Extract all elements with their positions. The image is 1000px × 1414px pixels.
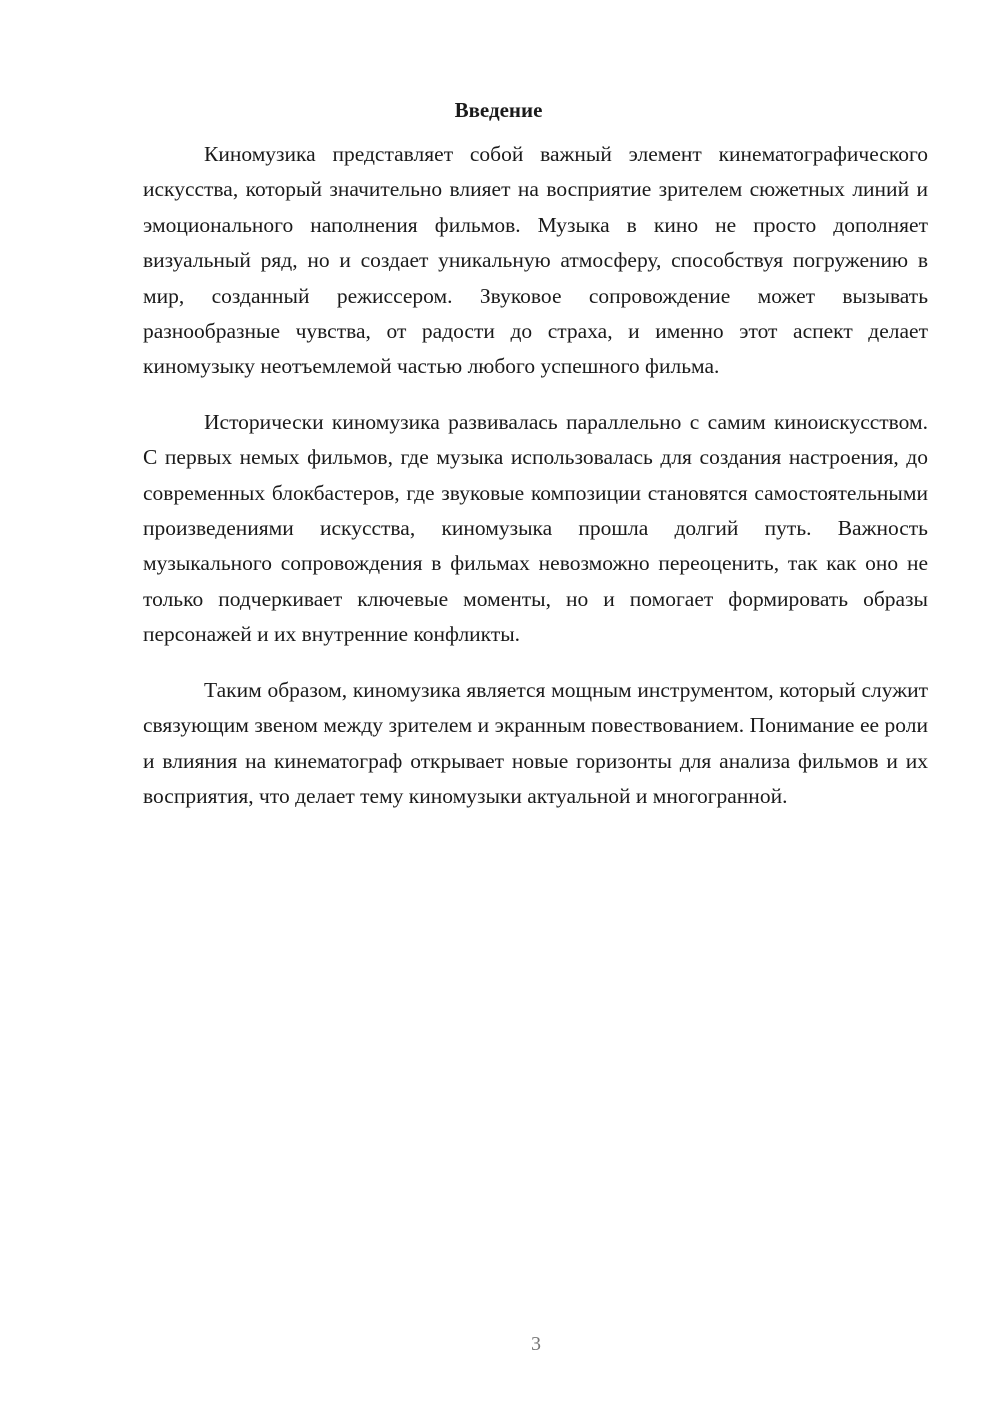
page-number: 3	[531, 1333, 541, 1355]
paragraph-3: Таким образом, киномузика является мощным инструментом, который служит связующим звеном между зрителем и экранным повествованием. Понимание ее роли и влияния на кинематограф открывает новые горизонты для анализа фильмов и их восприятия, что делает тему киномузыки актуальной и многогранной.	[143, 677, 928, 808]
paragraph-2: Исторически киномузика развивалась параллельно с самим киноискусством. С первых немых фильмов, где музыка использовалась для создания настроения, до современных блокбастеров, где звуковые композиции становятся самостоятельными произведениями искусства, киномузыка прошла долгий путь. Важность музыкального сопровождения в фильмах невозможно переоценить, так как оно не только подчеркивает ключевые моменты, но и помогает формировать образы персонажей и их внутренние конфликты.	[143, 409, 928, 647]
paragraph-1: Киномузика представляет собой важный элемент кинематографического искусства, который значительно влияет на восприятие зрителем сюжетных линий и эмоционального наполнения фильмов. Музыка в кино не просто дополняет визуальный ряд, но и создает уникальную атмосферу, способствуя погружению в мир, созданный режиссером. Звуковое сопровождение может вызывать разнообразные чувства, от радости до страха, и именно этот аспект делает киномузыку неотъемлемой частью любого успешного фильма.	[143, 142, 928, 379]
section-heading	[143, 92, 928, 128]
section-heading-text: Введение	[454, 98, 543, 122]
document-body	[143, 92, 928, 834]
